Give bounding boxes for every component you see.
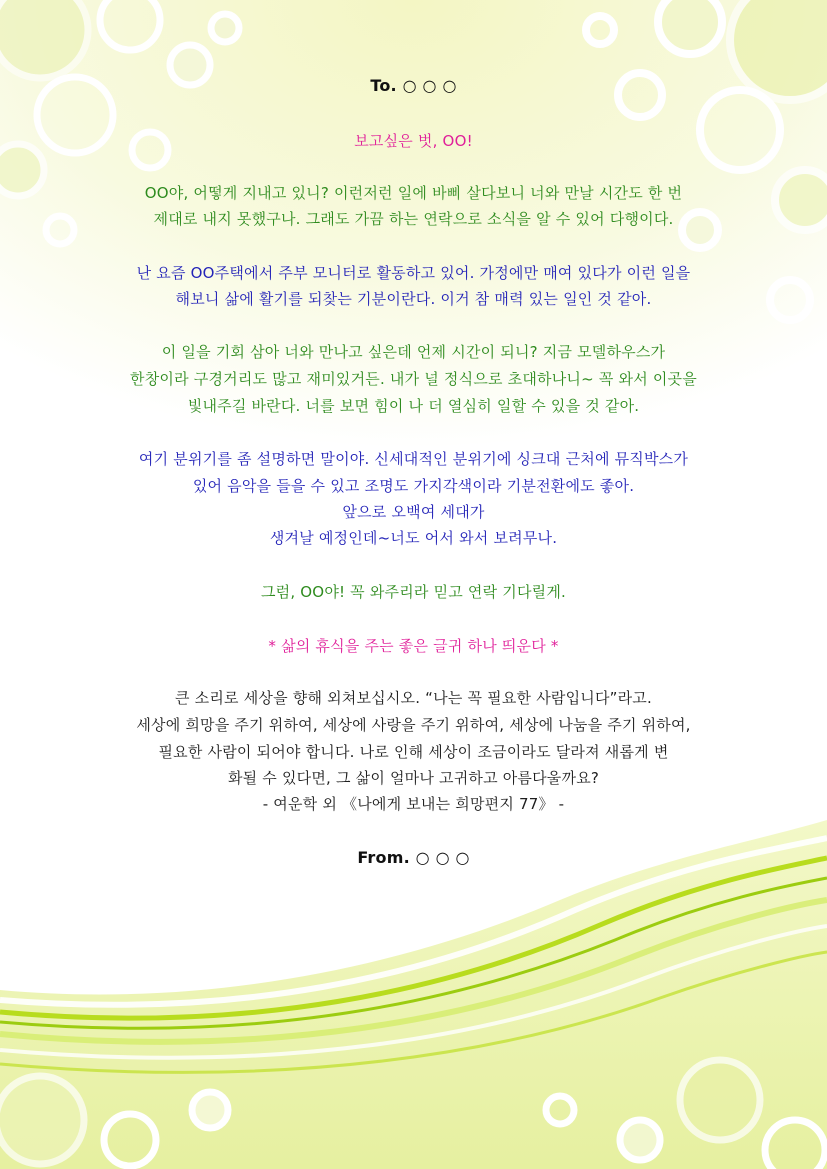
sender-line: From. ○ ○ ○	[357, 848, 470, 867]
quote-line-4: 화될 수 있다면, 그 삶이 얼마나 고귀하고 아름다울까요?	[227, 769, 600, 787]
quote-title: * 삶의 휴식을 주는 좋은 글귀 하나 띄운다 *	[268, 637, 559, 655]
paragraph-3-line-1: 이 일을 기회 삼아 너와 만나고 싶은데 언제 시간이 되니? 지금 모델하우스가	[161, 343, 666, 361]
paragraph-1-line-2: 제대로 내지 못했구나. 그래도 가끔 하는 연락으로 소식을 알 수 있어 다행이다.	[153, 210, 674, 228]
quote-line-1: 큰 소리로 세상을 향해 외쳐보십시오. “나는 꼭 필요한 사람입니다”라고.	[175, 689, 652, 707]
greeting: 보고싶은 벗, OO!	[354, 132, 473, 150]
paragraph-2-line-2: 해보니 삶에 활기를 되찾는 기분이란다. 이거 참 매력 있는 일인 것 같아.	[175, 290, 652, 308]
paragraph-4-line-2: 있어 음악을 들을 수 있고 조명도 가지각색이라 기분전환에도 좋아.	[192, 477, 635, 495]
recipient-line: To. ○ ○ ○	[370, 76, 457, 95]
paragraph-1-line-1: OO야, 어떻게 지내고 있니? 이런저런 일에 바삐 살다보니 너와 만날 시간도 한 번	[144, 184, 683, 202]
paragraph-4-line-3: 앞으로 오백여 세대가	[342, 503, 485, 521]
quote-attribution: - 여운학 외 《나에게 보내는 희망편지 77》 -	[262, 795, 565, 813]
paragraph-2-line-1: 난 요즘 OO주택에서 주부 모니터로 활동하고 있어. 가정에만 매여 있다가 이런 일을	[136, 264, 691, 282]
quote-line-2: 세상에 희망을 주기 위하여, 세상에 사랑을 주기 위하여, 세상에 나눔을 주기 위하여,	[136, 716, 691, 734]
paragraph-3-line-3: 빛내주길 바란다. 너를 보면 힘이 나 더 열심히 일할 수 있을 것 같아.	[187, 397, 640, 415]
paragraph-3-line-2: 한창이라 구경거리도 많고 재미있거든. 내가 널 정식으로 초대하나니~ 꼭 와서 이곳을	[130, 370, 697, 388]
quote-line-3: 필요한 사람이 되어야 합니다. 나로 인해 세상이 조금이라도 달라져 새롭게 변	[158, 743, 669, 761]
paragraph-4-line-4: 생겨날 예정인데~너도 어서 와서 보려무나.	[269, 529, 558, 547]
closing-line: 그럼, OO야! 꼭 와주리라 믿고 연락 기다릴게.	[260, 583, 566, 601]
paragraph-4-line-1: 여기 분위기를 좀 설명하면 말이야. 신세대적인 분위기에 싱크대 근처에 뮤직박스가	[138, 450, 689, 468]
